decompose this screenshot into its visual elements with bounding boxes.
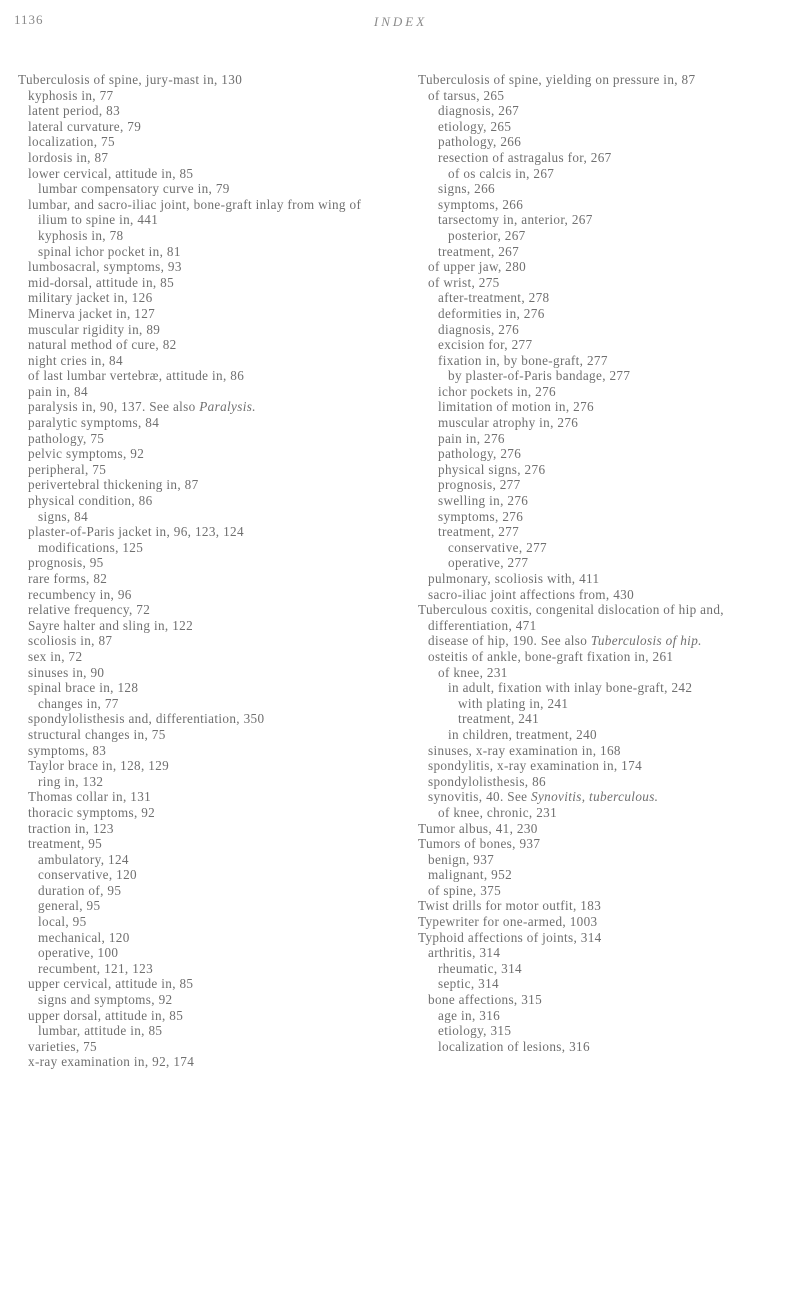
- index-entry-text: pelvic symptoms, 92: [28, 446, 145, 462]
- index-entry-text: symptoms, 266: [438, 196, 524, 212]
- index-entry: [418, 166, 790, 182]
- index-entry-text: excision for, 277: [438, 337, 533, 353]
- index-entry-text: after-treatment, 278: [438, 290, 550, 306]
- index-entry-text: night cries in, 84: [28, 352, 123, 368]
- index-entry-text: bone affections, 315: [428, 992, 543, 1008]
- index-entry-text: resection of astragalus for, 267: [438, 149, 612, 165]
- running-head-title: INDEX: [373, 14, 428, 29]
- index-entry: [418, 322, 790, 338]
- index-entry: [18, 462, 390, 478]
- index-entry-text: of knee, 231: [438, 664, 508, 680]
- index-entry-text: recumbent, 121, 123: [38, 960, 154, 976]
- index-entry: [18, 368, 390, 384]
- index-entry: [418, 181, 790, 197]
- index-entry-text: Typewriter for one-armed, 1003: [418, 914, 598, 930]
- index-entry-text: lumbar, attitude in, 85: [38, 1023, 163, 1039]
- index-entry: [18, 540, 390, 556]
- index-entry-text: local, 95: [38, 914, 87, 930]
- index-entry-text: kyphosis in, 77: [28, 87, 114, 103]
- index-entry: [418, 88, 790, 104]
- index-entry: [418, 431, 790, 447]
- index-entry-text: lordosis in, 87: [28, 149, 109, 165]
- index-entry: [18, 244, 390, 260]
- index-entry-text: upper cervical, attitude in, 85: [28, 976, 194, 992]
- index-entry-text: swelling in, 276: [438, 493, 529, 509]
- index-entry: [18, 805, 390, 821]
- index-entry-text: thoracic symptoms, 92: [28, 804, 156, 820]
- index-entry: [418, 212, 790, 228]
- index-entry-text: lumbar compensatory curve in, 79: [38, 181, 230, 197]
- index-entry: [18, 743, 390, 759]
- index-entry: [18, 119, 390, 135]
- index-entry: [418, 930, 790, 946]
- index-entry: [18, 150, 390, 166]
- index-entry-text: fixation in, by bone-graft, 277: [438, 352, 608, 368]
- index-entry: [418, 399, 790, 415]
- index-entry-text: muscular atrophy in, 276: [438, 415, 579, 431]
- index-entry: [418, 774, 790, 790]
- index-entry: [18, 649, 390, 665]
- index-entry-text: natural method of cure, 82: [28, 337, 177, 353]
- index-entry: [418, 384, 790, 400]
- index-entry: [418, 493, 790, 509]
- index-entry: [18, 633, 390, 649]
- index-entry-text: of knee, chronic, 231: [438, 804, 558, 820]
- index-entry: [418, 259, 790, 275]
- index-entry: [18, 930, 390, 946]
- index-entry: [418, 1023, 790, 1039]
- index-entry-text: lumbar, and sacro-iliac joint, bone-graft inlay from wing of ilium to spine in, 441: [28, 196, 362, 228]
- index-entry: [418, 867, 790, 883]
- index-entry: [18, 290, 390, 306]
- index-entry: [418, 477, 790, 493]
- index-entry-text: modifications, 125: [38, 539, 144, 555]
- index-entry: [418, 602, 790, 633]
- index-entry-text: of last lumbar vertebræ, attitude in, 86: [28, 368, 245, 384]
- index-entry: [418, 119, 790, 135]
- index-entry-text: rare forms, 82: [28, 571, 108, 586]
- index-entry: [18, 587, 390, 603]
- index-entry-text: spondylitis, x-ray examination in, 174: [428, 758, 643, 774]
- index-entry: [18, 618, 390, 634]
- index-entry-text: general, 95: [38, 898, 101, 914]
- index-entry: [418, 150, 790, 166]
- index-column-left: [18, 72, 390, 1070]
- index-entry: [418, 649, 790, 665]
- index-entry: [18, 337, 390, 353]
- index-entry-text: paralysis in, 90, 137. See also: [28, 399, 200, 415]
- index-entry: [18, 197, 390, 228]
- index-entry: [418, 836, 790, 852]
- index-entry-text: malignant, 952: [428, 867, 513, 883]
- index-entry-text: signs, 84: [38, 508, 89, 524]
- index-entry-text: x-ray examination in, 92, 174: [28, 1054, 195, 1070]
- index-entry-text: treatment, 267: [438, 243, 520, 259]
- index-entry-text: pain in, 276: [438, 430, 505, 446]
- index-entry: [18, 88, 390, 104]
- index-entry-text: treatment, 95: [28, 836, 103, 852]
- index-entry: [18, 103, 390, 119]
- index-entry-text: sinuses in, 90: [28, 664, 105, 680]
- index-entry-text: symptoms, 83: [28, 742, 107, 758]
- index-entry: [418, 945, 790, 961]
- index-entry-text: age in, 316: [438, 1007, 501, 1023]
- index-entry-text: pulmonary, scoliosis with, 411: [428, 571, 600, 586]
- index-entry: [18, 711, 390, 727]
- index-entry: [18, 446, 390, 462]
- index-entry-text: plaster-of-Paris jacket in, 96, 123, 124: [28, 524, 244, 540]
- index-entry-text: of os calcis in, 267: [448, 165, 555, 181]
- index-entry-text: upper dorsal, attitude in, 85: [28, 1007, 184, 1023]
- index-entry-text: Taylor brace in, 128, 129: [28, 758, 170, 774]
- index-entry-text: benign, 937: [428, 851, 495, 867]
- index-entry-text: structural changes in, 75: [28, 726, 166, 742]
- index-entry: [418, 72, 790, 88]
- index-entry-text: muscular rigidity in, 89: [28, 321, 161, 337]
- index-entry: [18, 322, 390, 338]
- index-entry-text: prognosis, 95: [28, 555, 104, 571]
- index-entry-text: Tuberculous coxitis, congenital dislocation of hip and, differentiation, 471: [418, 602, 724, 633]
- index-entry: [18, 1008, 390, 1024]
- index-entry: [418, 914, 790, 930]
- index-entry: [18, 821, 390, 837]
- index-entry: [418, 197, 790, 213]
- index-entry-text: conservative, 120: [38, 867, 137, 883]
- index-entry: [418, 244, 790, 260]
- index-entry-text: treatment, 277: [438, 524, 520, 540]
- index-entry: [18, 72, 390, 88]
- index-entry-text: septic, 314: [438, 976, 499, 992]
- index-column-right: [418, 72, 790, 1054]
- index-entry: [418, 680, 790, 696]
- index-entry-text: disease of hip, 190. See also: [428, 633, 591, 649]
- index-entry-text: spinal ichor pocket in, 81: [38, 243, 181, 259]
- index-entry-text: ichor pockets in, 276: [438, 383, 556, 399]
- index-entry: [18, 992, 390, 1008]
- index-entry: [418, 789, 790, 805]
- index-entry: [18, 275, 390, 291]
- index-entry: [418, 555, 790, 571]
- index-entry: [418, 898, 790, 914]
- index-entry-text: symptoms, 276: [438, 508, 524, 524]
- index-entry: [18, 555, 390, 571]
- index-entry-text: pathology, 75: [28, 430, 105, 446]
- index-entry: [418, 275, 790, 291]
- index-entry: [18, 399, 390, 415]
- index-cross-reference: Tuberculosis of hip.: [590, 633, 702, 649]
- index-entry: [428, 711, 790, 727]
- index-entry-text: military jacket in, 126: [28, 290, 153, 306]
- index-entry-text: relative frequency, 72: [28, 602, 151, 618]
- index-entry-text: by plaster-of-Paris bandage, 277: [448, 368, 631, 384]
- index-entry: [418, 353, 790, 369]
- index-entry-text: changes in, 77: [38, 695, 119, 711]
- index-entry: [18, 415, 390, 431]
- index-entry-text: ring in, 132: [38, 773, 104, 789]
- index-entry-text: deformities in, 276: [438, 305, 545, 321]
- index-entry: [18, 602, 390, 618]
- index-entry-text: treatment, 241: [458, 711, 540, 727]
- index-entry-text: Tumor albus, 41, 230: [418, 820, 538, 836]
- index-entry-text: lateral curvature, 79: [28, 118, 142, 134]
- index-entry-text: conservative, 277: [448, 539, 547, 555]
- index-entry: [18, 836, 390, 852]
- index-entry: [418, 540, 790, 556]
- index-entry-text: synovitis, 40. See: [428, 789, 531, 805]
- index-entry: [18, 945, 390, 961]
- index-entry-text: mechanical, 120: [38, 929, 130, 945]
- index-entry: [18, 524, 390, 540]
- index-entry-text: Tuberculosis of spine, jury-mast in, 130: [18, 72, 243, 87]
- index-entry: [18, 431, 390, 447]
- index-entry-text: spinal brace in, 128: [28, 680, 139, 696]
- index-entry: [418, 1039, 790, 1055]
- index-entry-text: localization, 75: [28, 134, 115, 150]
- index-entry: [18, 976, 390, 992]
- index-entry-text: sex in, 72: [28, 648, 83, 664]
- index-entry-text: sacro-iliac joint affections from, 430: [428, 586, 635, 602]
- index-entry: [18, 1054, 390, 1070]
- index-entry: [18, 1023, 390, 1039]
- index-entry-text: sinuses, x-ray examination in, 168: [428, 742, 621, 758]
- index-entry: [18, 961, 390, 977]
- index-entry-text: tarsectomy in, anterior, 267: [438, 212, 593, 228]
- index-entry-text: paralytic symptoms, 84: [28, 415, 160, 431]
- index-entry: [18, 306, 390, 322]
- index-entry-text: rheumatic, 314: [438, 960, 522, 976]
- index-entry-text: scoliosis in, 87: [28, 633, 113, 649]
- index-entry-text: Minerva jacket in, 127: [28, 305, 156, 321]
- index-entry: [18, 493, 390, 509]
- index-entry-text: with plating in, 241: [458, 695, 569, 711]
- index-entry: [18, 883, 390, 899]
- page-number: 1136: [14, 12, 44, 27]
- index-entry: [428, 696, 790, 712]
- index-entry-text: Tumors of bones, 937: [418, 836, 541, 852]
- index-entry: [418, 446, 790, 462]
- index-entry-text: spondylolisthesis, 86: [428, 773, 546, 789]
- index-entry: [418, 665, 790, 681]
- index-entry-text: lumbosacral, symptoms, 93: [28, 259, 182, 275]
- index-entry-text: osteitis of ankle, bone-graft fixation in, 261: [428, 648, 674, 664]
- index-entry-text: kyphosis in, 78: [38, 227, 124, 243]
- index-entry: [418, 992, 790, 1008]
- index-entry: [18, 228, 390, 244]
- index-entry: [18, 1039, 390, 1055]
- index-entry-text: duration of, 95: [38, 882, 122, 898]
- index-entry: [418, 509, 790, 525]
- index-entry-text: operative, 100: [38, 945, 119, 961]
- index-entry-text: limitation of motion in, 276: [438, 399, 594, 415]
- index-cross-reference: Synovitis, tuberculous.: [531, 789, 659, 805]
- index-entry: [18, 696, 390, 712]
- index-entry-text: diagnosis, 276: [438, 321, 520, 337]
- index-entry: [18, 727, 390, 743]
- index-entry: [418, 883, 790, 899]
- index-entry-text: pain in, 84: [28, 383, 88, 399]
- index-entry: [418, 976, 790, 992]
- index-entry-text: Typhoid affections of joints, 314: [418, 929, 602, 945]
- index-entry: [418, 571, 790, 587]
- index-entry-text: mid-dorsal, attitude in, 85: [28, 274, 175, 290]
- index-entry: [18, 353, 390, 369]
- index-entry-text: physical signs, 276: [438, 461, 546, 477]
- index-entry: [18, 680, 390, 696]
- index-entry: [18, 789, 390, 805]
- index-entry-text: localization of lesions, 316: [438, 1038, 590, 1054]
- index-entry: [18, 774, 390, 790]
- index-entry-text: Twist drills for motor outfit, 183: [418, 898, 602, 914]
- index-entry: [18, 384, 390, 400]
- index-entry: [18, 477, 390, 493]
- index-entry: [18, 914, 390, 930]
- index-entry-text: Sayre halter and sling in, 122: [28, 617, 194, 633]
- index-entry-text: pathology, 266: [438, 134, 522, 150]
- index-entry-text: etiology, 315: [438, 1023, 512, 1039]
- index-cross-reference: Paralysis.: [199, 399, 256, 415]
- index-entry: [418, 758, 790, 774]
- index-entry: [18, 259, 390, 275]
- index-entry: [418, 415, 790, 431]
- index-entry-text: in children, treatment, 240: [448, 726, 597, 742]
- index-entry: [418, 587, 790, 603]
- index-entry: [418, 103, 790, 119]
- index-entry-text: ambulatory, 124: [38, 851, 129, 867]
- index-entry-text: peripheral, 75: [28, 461, 107, 477]
- index-entry: [418, 821, 790, 837]
- index-entry-text: recumbency in, 96: [28, 586, 132, 602]
- index-entry-text: of tarsus, 265: [428, 87, 505, 103]
- index-entry: [418, 805, 790, 821]
- index-entry-text: latent period, 83: [28, 103, 121, 119]
- index-entry-text: arthritis, 314: [428, 945, 501, 961]
- index-entry: [418, 727, 790, 743]
- index-entry-text: diagnosis, 267: [438, 103, 520, 119]
- index-entry-text: of wrist, 275: [428, 274, 500, 290]
- index-entry: [418, 462, 790, 478]
- index-entry: [18, 571, 390, 587]
- index-entry-text: of spine, 375: [428, 882, 502, 898]
- index-entry: [18, 166, 390, 182]
- index-entry-text: traction in, 123: [28, 820, 114, 836]
- index-entry: [418, 337, 790, 353]
- index-entry: [418, 852, 790, 868]
- index-entry: [418, 743, 790, 759]
- index-entry: [18, 181, 390, 197]
- index-entry-text: signs and symptoms, 92: [38, 992, 173, 1008]
- index-entry-text: pathology, 276: [438, 446, 522, 462]
- index-entry-text: posterior, 267: [448, 227, 526, 243]
- index-entry-text: Tuberculosis of spine, yielding on pressure in, 87: [418, 72, 696, 87]
- index-entry: [418, 306, 790, 322]
- index-entry: [18, 509, 390, 525]
- index-entry-text: Thomas collar in, 131: [28, 789, 152, 805]
- index-entry: [418, 368, 790, 384]
- index-entry: [418, 1008, 790, 1024]
- index-entry-text: physical condition, 86: [28, 493, 153, 509]
- index-entry-text: perivertebral thickening in, 87: [28, 477, 199, 493]
- index-entry: [18, 665, 390, 681]
- index-entry: [18, 867, 390, 883]
- index-entry-text: of upper jaw, 280: [428, 259, 527, 275]
- index-entry: [18, 134, 390, 150]
- index-entry-text: lower cervical, attitude in, 85: [28, 165, 194, 181]
- index-entry-text: operative, 277: [448, 555, 529, 571]
- index-entry: [418, 633, 790, 649]
- index-entry-text: signs, 266: [438, 181, 495, 197]
- index-entry: [418, 961, 790, 977]
- index-entry: [18, 758, 390, 774]
- index-entry-text: prognosis, 277: [438, 477, 521, 493]
- index-entry-text: varieties, 75: [28, 1038, 97, 1054]
- index-entry-text: spondylolisthesis and, differentiation, 350: [28, 711, 265, 727]
- index-entry: [418, 290, 790, 306]
- index-entry: [418, 228, 790, 244]
- index-entry-text: etiology, 265: [438, 118, 512, 134]
- index-entry: [418, 134, 790, 150]
- index-entry: [18, 852, 390, 868]
- index-entry: [418, 524, 790, 540]
- index-entry: [18, 898, 390, 914]
- index-entry-text: in adult, fixation with inlay bone-graft, 242: [448, 680, 693, 696]
